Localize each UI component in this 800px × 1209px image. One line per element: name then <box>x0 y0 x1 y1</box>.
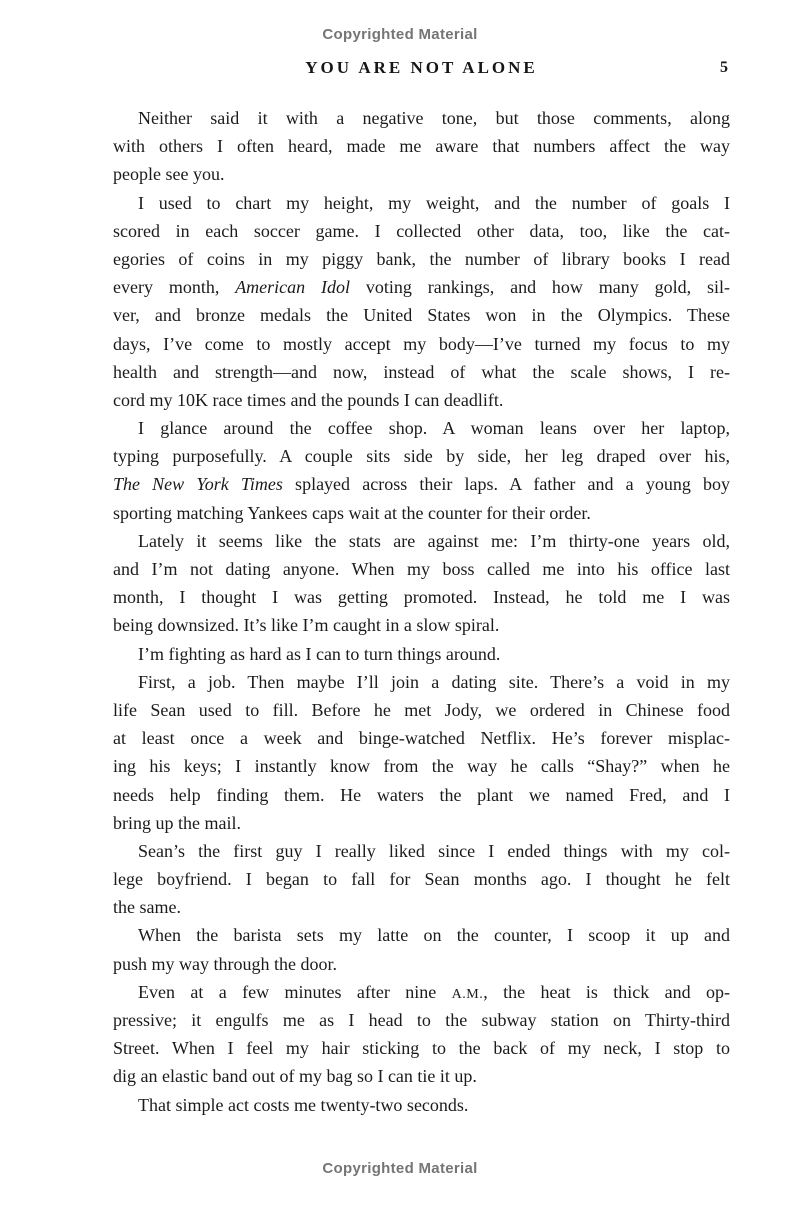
text-line: scored in each soccer game. I collected other data, too, like the cat- <box>113 220 730 241</box>
text-line: I’m fighting as hard as I can to turn things around. <box>138 643 501 664</box>
text-line: pressive; it engulfs me as I head to the subway station on Thirty-third <box>113 1010 730 1030</box>
text-line: at least once a week and binge-watched Netflix. He’s forever misplac- <box>113 728 730 749</box>
text-line: every month, American Idol voting rankings, and how many gold, sil- <box>113 277 730 298</box>
page-body <box>113 104 730 1119</box>
text-line: ing his keys; I instantly know from the way he calls “Shay?” when he <box>113 756 730 777</box>
text-line: typing purposefully. A couple sits side by side, her leg draped over his, <box>113 446 730 467</box>
text-line: Sean’s the first guy I really liked since I ended things with my col- <box>138 840 730 861</box>
text-line: lege boyfriend. I began to fall for Sean months ago. I thought he felt <box>113 869 730 890</box>
text-line: dig an elastic band out of my bag so I can tie it up. <box>113 1066 477 1087</box>
running-header <box>113 58 730 82</box>
text-line: Neither said it with a negative tone, but those comments, along <box>138 108 730 128</box>
text-line: The New York Times splayed across their laps. A father and a young boy <box>113 474 730 495</box>
text-line: with others I often heard, made me aware that numbers affect the way <box>113 136 730 157</box>
copyright-notice-top: Copyrighted Material <box>322 26 478 43</box>
text-line: I used to chart my height, my weight, and the number of goals I <box>138 192 730 213</box>
copyright-notice-bottom: Copyrighted Material <box>322 1160 478 1177</box>
text-line: the same. <box>113 897 181 918</box>
text-line: and I’m not dating anyone. When my boss called me into his office last <box>113 559 730 579</box>
text-line: bring up the mail. <box>113 812 241 833</box>
page-number: 5 <box>720 59 728 76</box>
text-line: push my way through the door. <box>113 953 337 974</box>
text-line: people see you. <box>113 164 225 185</box>
text-line: Even at a few minutes after nine A.M., the heat is thick and op- <box>138 981 730 1002</box>
text-line: sporting matching Yankees caps wait at the counter for their order. <box>113 502 591 523</box>
text-line: ver, and bronze medals the United States won in the Olympics. These <box>113 305 730 326</box>
text-line: I glance around the coffee shop. A woman leans over her laptop, <box>138 418 730 439</box>
text-line: life Sean used to fill. Before he met Jody, we ordered in Chinese food <box>113 699 730 720</box>
text-line: Lately it seems like the stats are against me: I’m thirty-one years old, <box>138 530 730 551</box>
text-line: needs help finding them. He waters the plant we named Fred, and I <box>113 784 730 805</box>
text-line: cord my 10K race times and the pounds I can deadlift. <box>113 389 504 410</box>
text-line: First, a job. Then maybe I’ll join a dating site. There’s a void in my <box>138 671 730 692</box>
running-header-title: YOU ARE NOT ALONE <box>305 58 538 77</box>
text-line: egories of coins in my piggy bank, the number of library books I read <box>113 248 730 269</box>
text-line: month, I thought I was getting promoted. Instead, he told me I was <box>113 587 730 608</box>
text-line: Street. When I feel my hair sticking to the back of my neck, I stop to <box>113 1038 730 1059</box>
text-line: days, I’ve come to mostly accept my body—I’ve turned my focus to my <box>113 333 730 354</box>
text-line: being downsized. It’s like I’m caught in a slow spiral. <box>113 615 500 636</box>
text-line: That simple act costs me twenty-two seconds. <box>138 1094 469 1115</box>
text-line: health and strength—and now, instead of what the scale shows, I re- <box>113 361 730 382</box>
text-line: When the barista sets my latte on the counter, I scoop it up and <box>138 925 730 946</box>
